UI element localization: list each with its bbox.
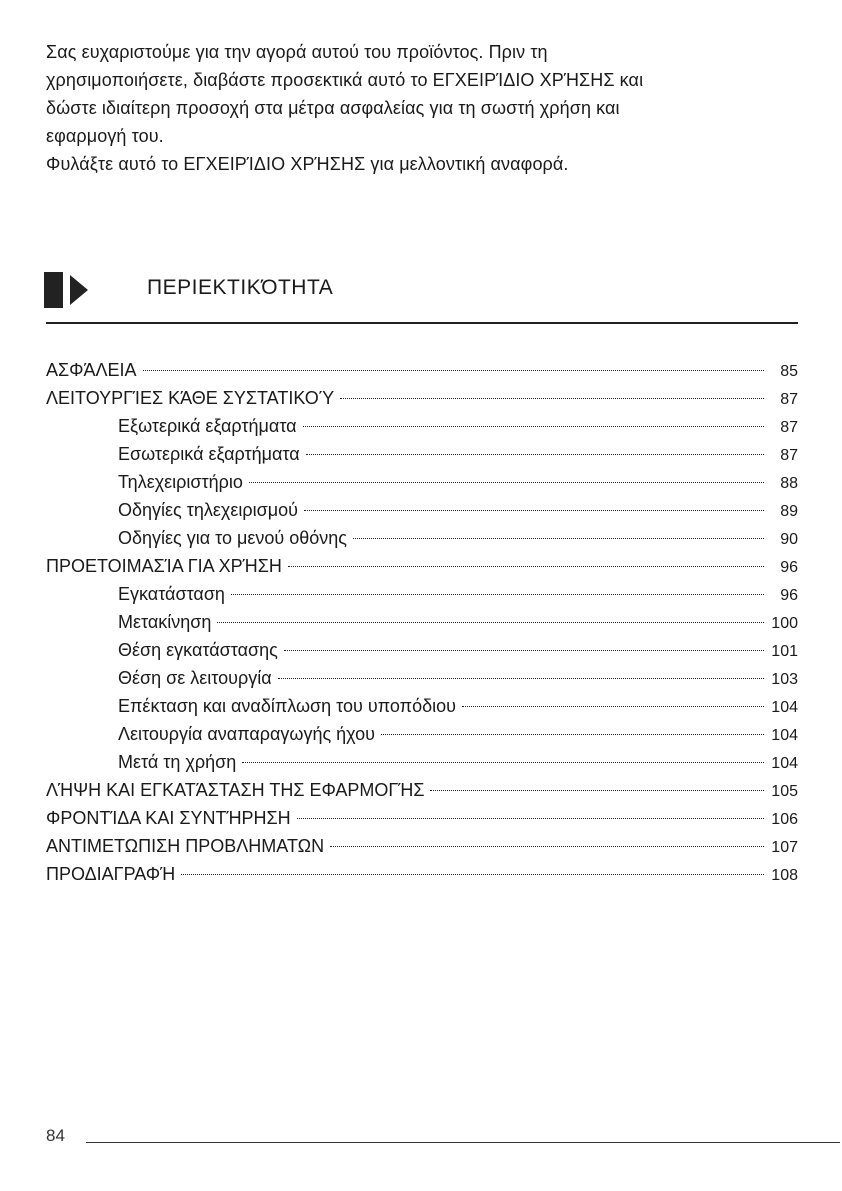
toc-entry-label: ΠΡΟΔΙΑΓΡΑΦΉ — [46, 864, 176, 884]
toc-entry-page: 104 — [771, 755, 798, 772]
toc-entry-label: Οδηγίες για το μενού οθόνης — [118, 528, 347, 548]
toc-entry[interactable] — [46, 580, 798, 608]
toc-entry-page: 104 — [771, 727, 798, 744]
toc-leader-dots — [430, 790, 764, 791]
toc-entry[interactable] — [46, 552, 798, 580]
contents-header — [44, 270, 804, 310]
toc-entry-page: 89 — [780, 503, 798, 520]
toc-entry-label: ΛΉΨΗ ΚΑΙ ΕΓΚΑΤΆΣΤΑΣΗ ΤΗΣ ΕΦΑΡΜΟΓΉΣ — [46, 780, 425, 800]
intro-line: χρησιμοποιήσετε, διαβάστε προσεκτικά αυτό το ΕΓΧΕΙΡΊΔΙΟ ΧΡΉΣΗΣ και — [46, 70, 644, 90]
intro-line: Φυλάξτε αυτό το ΕΓΧΕΙΡΊΔΙΟ ΧΡΉΣΗΣ για μελλοντική αναφορά. — [46, 154, 569, 174]
toc-entry[interactable] — [46, 720, 798, 748]
page-number: 84 — [46, 1126, 65, 1145]
toc-entry-page: 101 — [771, 643, 798, 660]
contents-title: ΠΕΡΙΕΚΤΙΚΌΤΗΤΑ — [147, 276, 334, 299]
toc-entry-label: ΛΕΙΤΟΥΡΓΊΕΣ ΚΆΘΕ ΣΥΣΤΑΤΙΚΟΎ — [46, 388, 335, 408]
toc-entry-page: 105 — [771, 783, 798, 800]
toc-leader-dots — [242, 762, 764, 763]
toc-entry-label: Οδηγίες τηλεχειρισμού — [118, 500, 298, 520]
toc-entry-page: 107 — [771, 839, 798, 856]
toc-entry[interactable] — [46, 356, 798, 384]
toc-entry[interactable] — [46, 440, 798, 468]
toc-entry-label: Θέση σε λειτουργία — [118, 668, 272, 688]
toc-entry[interactable] — [46, 860, 798, 888]
toc-entry-page: 88 — [780, 475, 798, 492]
toc-leader-dots — [181, 874, 764, 875]
toc-leader-dots — [303, 426, 764, 427]
table-of-contents — [46, 356, 798, 888]
toc-entry-page: 87 — [780, 419, 798, 436]
toc-entry-label: ΦΡΟΝΤΊΔΑ ΚΑΙ ΣΥΝΤΉΡΗΣΗ — [46, 808, 291, 828]
toc-entry-label: Επέκταση και αναδίπλωση του υποπόδιου — [118, 696, 456, 716]
toc-leader-dots — [143, 370, 764, 371]
toc-entry[interactable] — [46, 384, 798, 412]
toc-entry-page: 106 — [771, 811, 798, 828]
toc-entry-label: ΑΣΦΆΛΕΙΑ — [46, 360, 137, 380]
toc-entry-page: 96 — [780, 559, 798, 576]
toc-entry-page: 96 — [780, 587, 798, 604]
toc-entry-label: ΑΝΤΙΜΕΤΩΠΙΣΗ ΠΡΟΒΛΗΜΑΤΩΝ — [46, 836, 325, 856]
toc-leader-dots — [304, 510, 764, 511]
toc-entry-label: Εγκατάσταση — [118, 584, 225, 604]
toc-leader-dots — [462, 706, 764, 707]
toc-leader-dots — [306, 454, 764, 455]
toc-leader-dots — [284, 650, 764, 651]
toc-entry-page: 87 — [780, 391, 798, 408]
toc-leader-dots — [297, 818, 764, 819]
toc-entry-page: 108 — [771, 867, 798, 884]
toc-entry-label: ΠΡΟΕΤΟΙΜΑΣΊΑ ΓΙΑ ΧΡΉΣΗ — [46, 556, 282, 576]
play-marker-icon — [44, 272, 90, 308]
toc-entry[interactable] — [46, 832, 798, 860]
toc-entry[interactable] — [46, 692, 798, 720]
toc-leader-dots — [217, 622, 764, 623]
toc-entry-page: 87 — [780, 447, 798, 464]
toc-entry-label: Τηλεχειριστήριο — [118, 472, 243, 492]
toc-leader-dots — [278, 678, 764, 679]
intro-paragraph — [46, 38, 806, 178]
toc-entry-page: 104 — [771, 699, 798, 716]
toc-entry[interactable] — [46, 412, 798, 440]
toc-entry-label: Εξωτερικά εξαρτήματα — [118, 416, 297, 436]
toc-entry[interactable] — [46, 608, 798, 636]
toc-entry-label: Μετακίνηση — [118, 612, 212, 632]
toc-entry-page: 100 — [771, 615, 798, 632]
toc-entry-label: Μετά τη χρήση — [118, 752, 237, 772]
toc-leader-dots — [330, 846, 764, 847]
toc-entry-page: 103 — [771, 671, 798, 688]
toc-entry-label: Θέση εγκατάστασης — [118, 640, 278, 660]
intro-line: εφαρμογή του. — [46, 126, 164, 146]
toc-leader-dots — [231, 594, 764, 595]
toc-entry[interactable] — [46, 636, 798, 664]
footer-divider — [86, 1142, 840, 1143]
toc-leader-dots — [249, 482, 764, 483]
toc-entry[interactable] — [46, 496, 798, 524]
toc-entry[interactable] — [46, 776, 798, 804]
toc-entry[interactable] — [46, 664, 798, 692]
toc-leader-dots — [340, 398, 764, 399]
intro-line: Σας ευχαριστούμε για την αγορά αυτού του προϊόντος. Πριν τη — [46, 42, 548, 62]
toc-entry[interactable] — [46, 804, 798, 832]
intro-line: δώστε ιδιαίτερη προσοχή στα μέτρα ασφαλείας για τη σωστή χρήση και — [46, 98, 620, 118]
toc-entry-page: 85 — [780, 363, 798, 380]
toc-leader-dots — [381, 734, 764, 735]
toc-entry[interactable] — [46, 468, 798, 496]
toc-entry[interactable] — [46, 524, 798, 552]
toc-leader-dots — [288, 566, 764, 567]
toc-entry-label: Εσωτερικά εξαρτήματα — [118, 444, 300, 464]
toc-leader-dots — [353, 538, 764, 539]
header-divider — [46, 322, 798, 324]
toc-entry-label: Λειτουργία αναπαραγωγής ήχου — [118, 724, 376, 744]
toc-entry-page: 90 — [780, 531, 798, 548]
toc-entry[interactable] — [46, 748, 798, 776]
